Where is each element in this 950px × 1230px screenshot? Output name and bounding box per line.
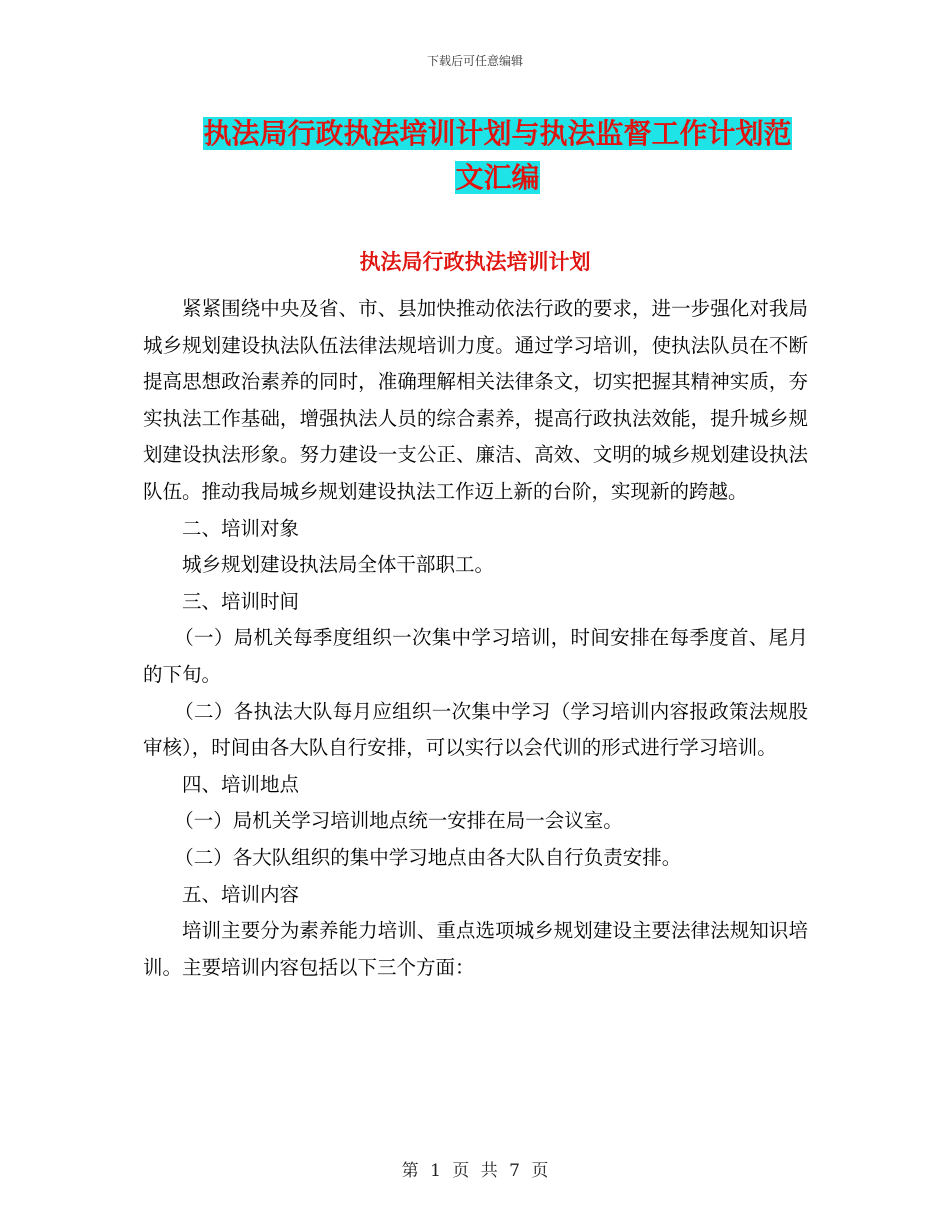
page-number-footer: 第 1 页 共 7 页	[401, 1161, 549, 1181]
body-paragraph: （一）局机关每季度组织一次集中学习培训，时间安排在每季度首、尾月的下旬。	[143, 626, 808, 686]
section-title: 执法局行政执法培训计划	[359, 249, 591, 274]
body-paragraph: （二）各大队组织的集中学习地点由各大队自行负责安排。	[174, 845, 682, 869]
body-paragraph: （二）各执法大队每月应组织一次集中学习（学习培训内容报政策法规股审核），时间由各大队自行安排，可以实行以会代训的形式进行学习培训。	[143, 699, 808, 760]
body-paragraph: 培训主要分为素养能力培训、重点选项城乡规划建设主要法律法规知识培训。主要培训内容包括以下三个方面：	[143, 919, 808, 979]
page-header-note: 下载后可任意编辑	[426, 54, 523, 68]
body-paragraph: 城乡规划建设执法局全体干部职工。	[182, 553, 495, 577]
section-heading-training-time: 三、培训时间	[182, 589, 300, 613]
intro-paragraph: 紧紧围绕中央及省、市、县加快推动依法行政的要求，进一步强化对我局城乡规划建设执法队伍法律法规培训力度。通过学习培训，使执法队员在不断提高思想政治素养的同时，准确理解相关法律条文，切实把握其精神实质，夯实执法工作基础，增强执法人员的综合素养，提高行政执法效能，提升城乡规划建设执法形象。努力建设一支公正、廉洁、高效、文明的城乡规划建设执法队伍。推动我局城乡规划建设执法工作迈上新的台阶，实现新的跨越。	[143, 297, 808, 503]
section-heading-training-target: 二、培训对象	[182, 516, 300, 540]
document-body	[143, 291, 808, 986]
section-heading-training-location: 四、培训地点	[182, 772, 300, 796]
document-title-text: 执法局行政执法培训计划与执法监督工作计划范文汇编	[203, 117, 792, 194]
body-paragraph: （一）局机关学习培训地点统一安排在局一会议室。	[174, 809, 623, 833]
document-title	[190, 112, 805, 200]
section-heading-training-content: 五、培训内容	[182, 882, 300, 906]
